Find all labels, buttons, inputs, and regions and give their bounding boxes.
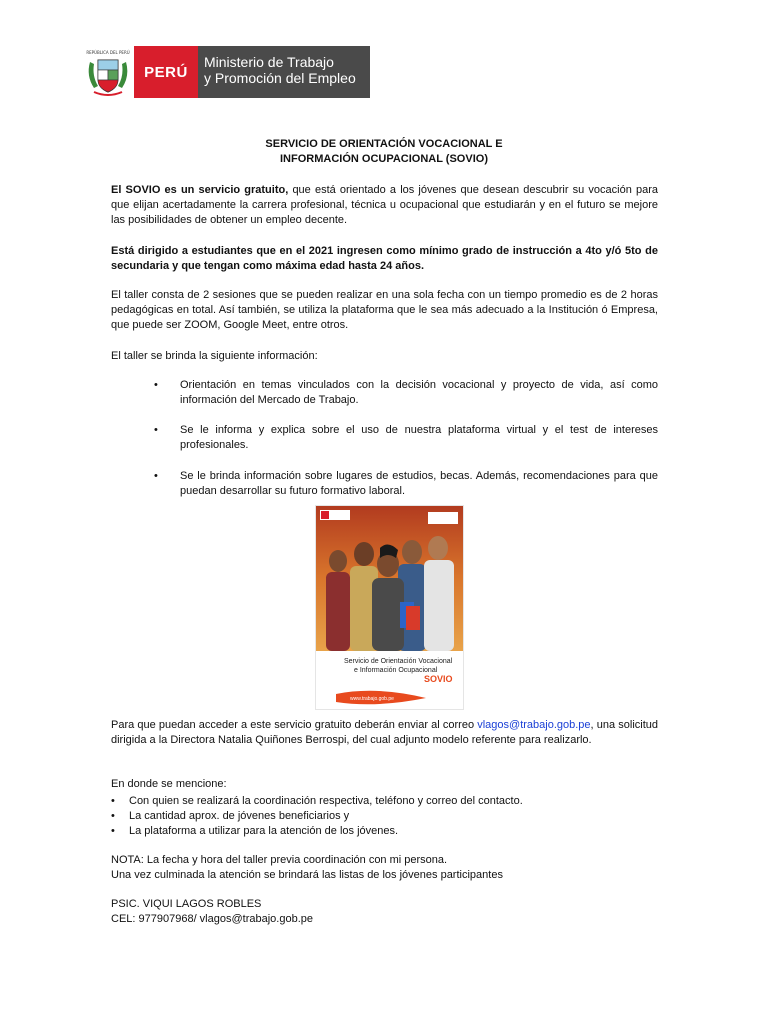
list-item — [154, 469, 658, 499]
document-title — [100, 137, 668, 167]
poster-caption-line1: Servicio de Orientación Vocacional — [344, 658, 453, 665]
sovio-poster-image — [315, 505, 464, 710]
signature-name: PSIC. VIQUI LAGOS ROBLES — [111, 898, 262, 910]
bullet-text: Se le brinda información sobre lugares de estudios, becas. Además, recomendaciones para que puedan desarrollar su futuro formativo laboral. — [180, 470, 658, 497]
bullet-icon: • — [154, 470, 158, 482]
ministry-name — [198, 46, 370, 98]
peru-label: PERÚ — [134, 46, 198, 98]
email-link[interactable]: vlagos@trabajo.gob.pe — [477, 719, 591, 731]
paragraph-workshop: El taller consta de 2 sesiones que se pueden realizar en una sola fecha con un tiempo promedio es de 2 horas pedagógicas en total. Así también, se utiliza la plataforma que le sea más adecuado a la Institución ó Empresa, que puede ser ZOOM, Google Meet, entre otros. — [111, 289, 658, 331]
ministry-line1: Ministerio de Trabajo — [204, 54, 334, 70]
list-item — [111, 824, 658, 839]
bullet-icon: • — [111, 825, 115, 837]
note-line2: Una vez culminada la atención se brindará las listas de los jóvenes participantes — [111, 869, 503, 881]
crest-caption: REPÚBLICA DEL PERÚ — [86, 50, 130, 55]
title-line1: SERVICIO DE ORIENTACIÓN VOCACIONAL E — [265, 138, 503, 150]
list-item — [111, 809, 658, 824]
poster-url: www.trabajo.gob.pe — [350, 696, 394, 702]
ministry-line2: y Promoción del Empleo — [204, 70, 356, 86]
bullet-text: La cantidad aprox. de jóvenes beneficiarios y — [129, 810, 350, 822]
poster-caption-line2: e Información Ocupacional — [354, 667, 438, 674]
title-line2: INFORMACIÓN OCUPACIONAL (SOVIO) — [280, 153, 488, 165]
list-item — [154, 378, 658, 408]
peru-crest-icon — [84, 48, 132, 98]
bullet-text: Se le informa y explica sobre el uso de nuestra plataforma virtual y el test de intereses profesionales. — [180, 424, 658, 451]
bullet-text: Orientación en temas vinculados con la decisión vocacional y proyecto de vida, así como información del Mercado de Trabajo. — [180, 379, 658, 406]
paragraph-intro — [111, 183, 658, 228]
list-item — [111, 794, 658, 809]
paragraph-mention: En donde se mencione: — [111, 778, 227, 790]
bullet-icon: • — [111, 795, 115, 807]
intro-rest: que está orientado a los jóvenes que desean descubrir su vocación para que elijan acertadamente la carrera profesional, técnica u ocupacional que estudiarán y en el futuro se mejore las posibilidades de obtener un empleo decente. — [111, 184, 658, 226]
bullet-icon: • — [111, 810, 115, 822]
intro-bold: El SOVIO es un servicio gratuito, — [111, 184, 289, 196]
bullet-text: La plataforma a utilizar para la atención de los jóvenes. — [129, 825, 399, 837]
bullet-text: Con quien se realizará la coordinación respectiva, teléfono y correo del contacto. — [129, 795, 523, 807]
note-line1: NOTA: La fecha y hora del taller previa coordinación con mi persona. — [111, 854, 448, 866]
paragraph-access — [111, 718, 658, 748]
paragraph-target: Está dirigido a estudiantes que en el 2021 ingresen como mínimo grado de instrucción a 4to y/ó 5to de secundaria y que tengan como máxima edad hasta 24 años. — [111, 245, 658, 272]
paragraph-info-intro: El taller se brinda la siguiente información: — [111, 350, 318, 362]
list-item — [154, 423, 658, 453]
access-after: , una solicitud dirigida a la Directora Natalia Quiñones Berrospi, del cual adjunto modelo referente para realizarlo. — [111, 719, 659, 746]
bullet-icon: • — [154, 379, 158, 391]
bullet-icon: • — [154, 424, 158, 436]
signature-contact: CEL: 977907968/ vlagos@trabajo.gob.pe — [111, 913, 313, 925]
access-before: Para que puedan acceder a este servicio gratuito deberán enviar al correo — [111, 719, 478, 731]
poster-brand: SOVIO — [424, 674, 453, 684]
